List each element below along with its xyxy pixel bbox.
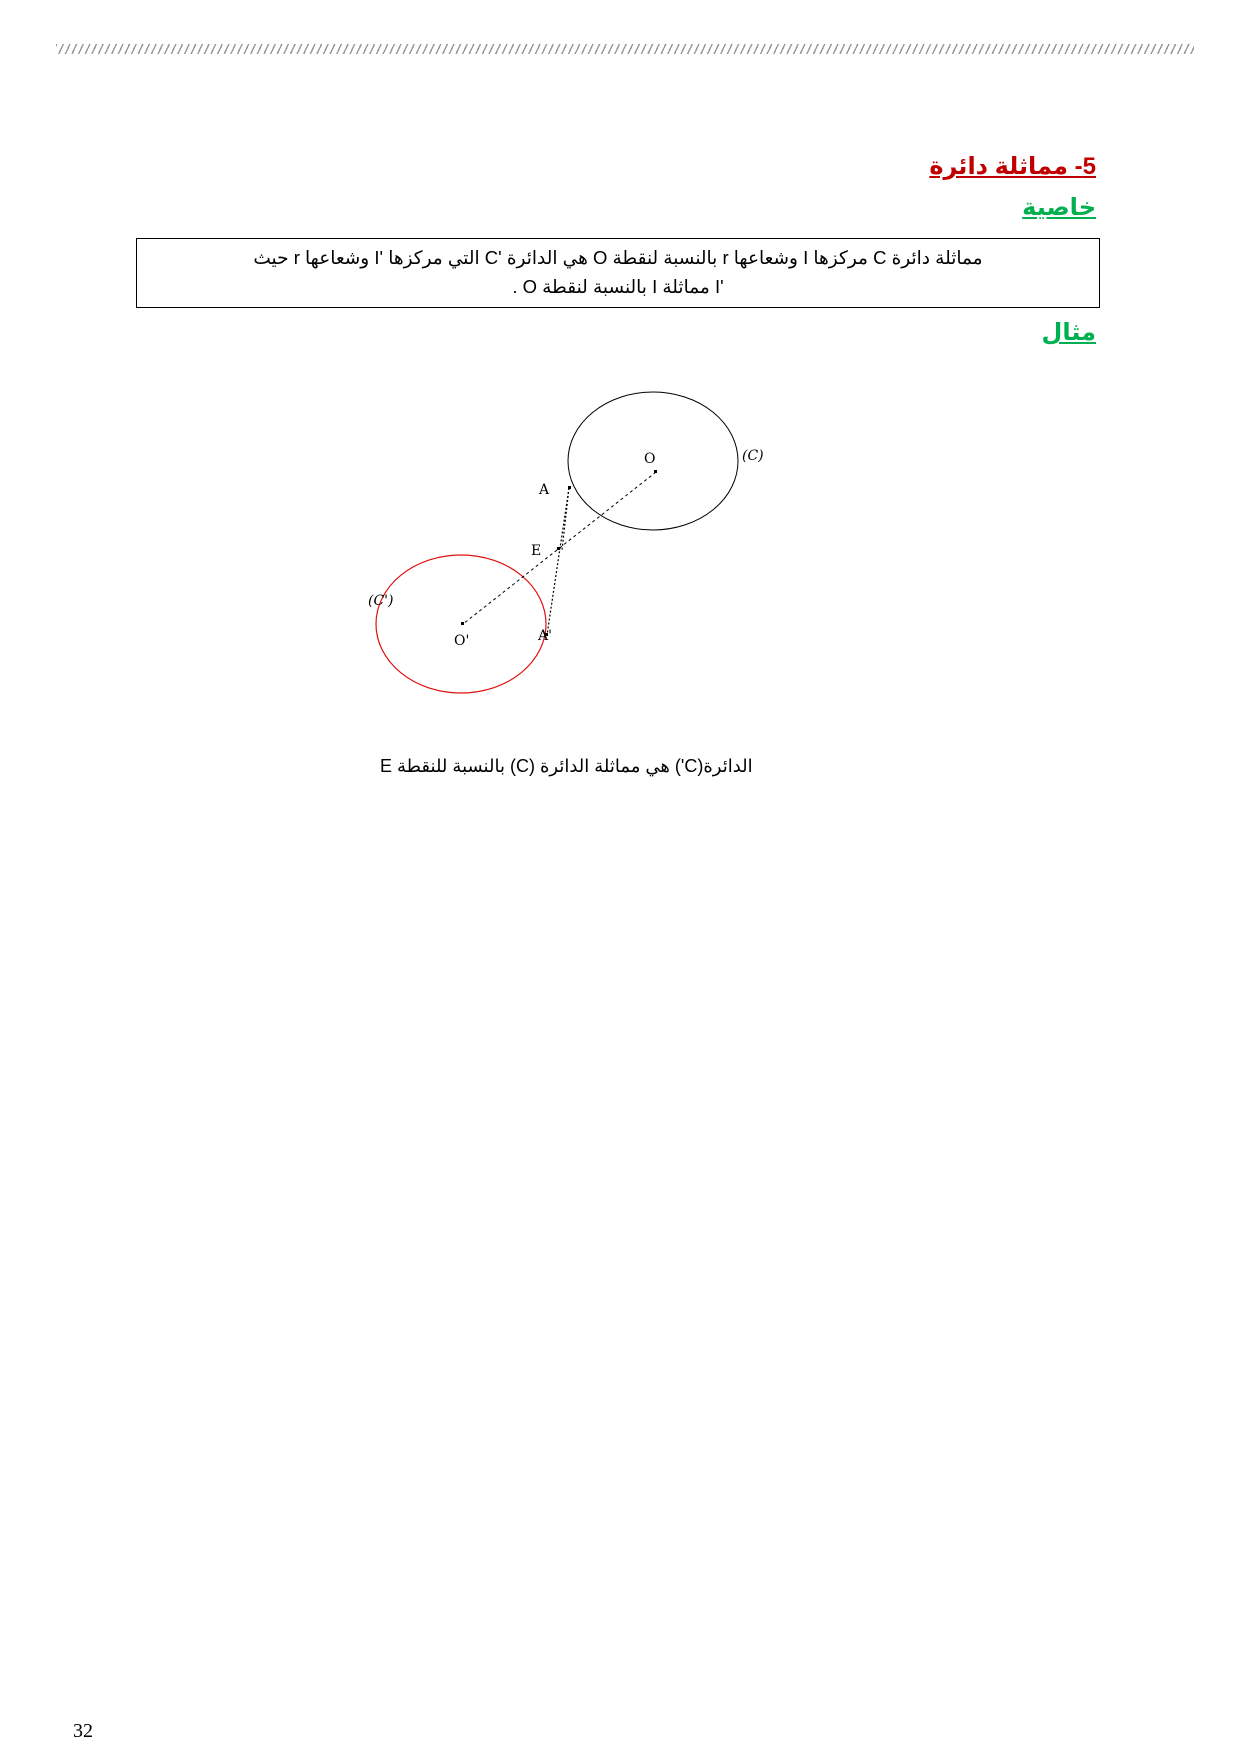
point-e xyxy=(557,547,560,550)
property-heading: خاصية xyxy=(1022,194,1096,221)
label-e: E xyxy=(531,543,542,559)
figure-caption: الدائرة(C') هي مماثلة الدائرة (C) بالنسبة للنقطة E xyxy=(380,756,753,776)
label-a: A xyxy=(539,482,550,498)
point-a xyxy=(568,486,571,489)
segment-a-e xyxy=(562,488,569,550)
segment-a-aprime xyxy=(547,488,569,635)
property-line-1: مماثلة دائرة C مركزها I وشعاعها r بالنسبة لنقطة O هي الدائرة 'C التي مركزها 'I وشعاعها r حيث xyxy=(253,247,983,268)
label-a-prime: A' xyxy=(538,628,552,644)
property-line-2: 'I مماثلة I بالنسبة لنقطة O . xyxy=(512,276,724,297)
label-o-prime: O' xyxy=(454,633,470,649)
label-circle-c-prime: (C') xyxy=(368,593,394,609)
top-decorative-rule xyxy=(56,44,1194,54)
label-o: O xyxy=(644,451,656,467)
point-o xyxy=(654,470,657,473)
example-heading: مثال xyxy=(1041,319,1096,346)
property-box xyxy=(136,238,1100,308)
symmetry-figure xyxy=(320,390,764,710)
section-title: 5- مماثلة دائرة xyxy=(929,153,1096,180)
label-circle-c: (C) xyxy=(742,448,764,464)
point-o-prime xyxy=(461,622,464,625)
page-number: 32 xyxy=(73,1720,93,1742)
